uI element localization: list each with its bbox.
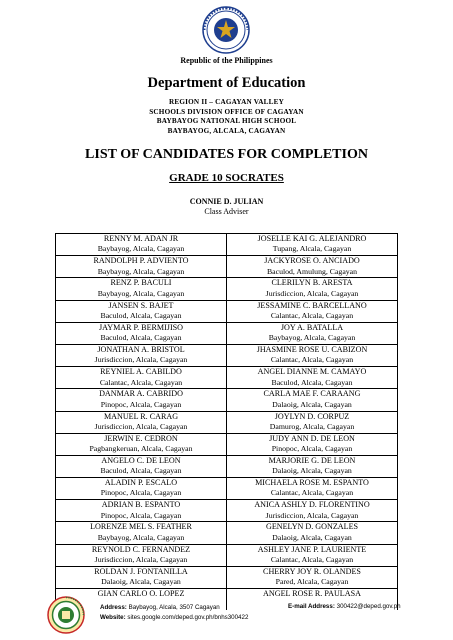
candidate-address: Calantac, Alcala, Cagayan bbox=[99, 377, 183, 387]
candidate-address: Pinopoc, Alcala, Cagayan bbox=[100, 399, 182, 409]
candidate-address: Pagbangkeruan, Alcala, Cagayan bbox=[89, 444, 193, 454]
candidate-name: ALADIN P. ESCALO bbox=[104, 478, 178, 488]
candidate-name: JOY A. BATALLA bbox=[280, 322, 344, 332]
candidate-row bbox=[56, 478, 398, 500]
candidate-name: ANGEL ROSE R. PAULASA bbox=[263, 589, 361, 598]
candidate-cell bbox=[227, 234, 398, 256]
candidate-address: Calantac, Alcala, Cagayan bbox=[270, 310, 354, 320]
candidate-cell bbox=[56, 344, 227, 366]
candidate-address: Baculod, Alcala, Cagayan bbox=[100, 466, 182, 476]
candidate-name: CLERILYN B. ARESTA bbox=[271, 278, 353, 288]
candidate-address: Damurog, Alcala, Cagayan bbox=[269, 421, 355, 431]
grade-section-heading bbox=[0, 172, 453, 184]
candidate-row bbox=[56, 344, 398, 366]
region-line: REGION II – CAGAYAN VALLEY bbox=[168, 98, 285, 106]
candidate-row bbox=[56, 433, 398, 455]
candidate-cell bbox=[56, 389, 227, 411]
candidate-address: Dalaoig, Alcala, Cagayan bbox=[272, 399, 352, 409]
candidate-cell bbox=[227, 566, 398, 588]
footer-email[interactable]: 300422@deped.gov.ph bbox=[336, 603, 401, 610]
candidate-name: RANDOLPH P. ADVIENTO bbox=[93, 256, 189, 266]
candidate-address: Baculod, Amulung, Cagayan bbox=[266, 266, 358, 276]
grade-section-label: GRADE 10 SOCRATES bbox=[169, 172, 284, 184]
candidate-name: ANICA ASHLY D. FLORENTINO bbox=[254, 500, 370, 510]
footer-website-row bbox=[100, 613, 248, 623]
candidate-cell bbox=[56, 278, 227, 300]
candidate-address: Baybayog, Alcala, Cagayan bbox=[268, 333, 356, 343]
candidate-address: Calantac, Alcala, Cagayan bbox=[270, 355, 354, 365]
candidate-row bbox=[56, 522, 398, 544]
candidate-name: JOSELLE KAI G. ALEJANDRO bbox=[257, 234, 367, 243]
candidate-name: JHASMINE ROSE U. CABIZON bbox=[256, 344, 368, 354]
location-line: BAYBAYOG, ALCALA, CAGAYAN bbox=[167, 126, 286, 135]
candidate-row bbox=[56, 544, 398, 566]
candidates-table-body bbox=[56, 234, 398, 611]
candidate-row bbox=[56, 322, 398, 344]
candidate-address: Baculod, Alcala, Cagayan bbox=[100, 310, 182, 320]
candidate-cell bbox=[56, 234, 227, 256]
candidate-name: JERWIN E. CEDRON bbox=[104, 433, 178, 443]
candidate-name: MICHAELA ROSE M. ESPANTO bbox=[255, 478, 369, 488]
candidate-row bbox=[56, 455, 398, 477]
candidate-cell bbox=[227, 522, 398, 544]
candidate-address: Baybayog, Alcala, Cagayan bbox=[97, 288, 185, 298]
candidate-cell bbox=[227, 500, 398, 522]
candidate-name: MANUEL R. CARAG bbox=[103, 411, 179, 421]
candidate-cell bbox=[56, 455, 227, 477]
footer-address-row bbox=[100, 603, 248, 613]
deped-seal-icon bbox=[202, 6, 250, 54]
candidate-name: JONATHAN A. BRISTOL bbox=[97, 344, 185, 354]
candidate-name: CHERRY JOY R. OLANDES bbox=[263, 566, 361, 576]
candidate-row bbox=[56, 278, 398, 300]
candidate-cell bbox=[227, 300, 398, 322]
candidate-address: Baybayog, Alcala, Cagayan bbox=[97, 266, 185, 276]
candidate-cell bbox=[56, 433, 227, 455]
candidate-cell bbox=[227, 344, 398, 366]
candidate-address: Tupang, Alcala, Cagayan bbox=[272, 244, 352, 254]
region-block bbox=[0, 98, 453, 136]
candidate-cell bbox=[56, 522, 227, 544]
candidate-name: ASHLEY JANE P. LAURIENTE bbox=[257, 544, 367, 554]
candidate-cell bbox=[227, 411, 398, 433]
candidate-address: Baculod, Alcala, Cagayan bbox=[271, 377, 353, 387]
footer-address: Baybayog, Alcala, 3507 Cagayan bbox=[128, 604, 220, 611]
candidate-name: CARLA MAE F. CARAANG bbox=[263, 389, 361, 399]
footer-address-label: Address: bbox=[100, 604, 127, 611]
candidate-name: GIAN CARLO O. LOPEZ bbox=[97, 589, 185, 598]
candidate-address: Pinopoc, Alcala, Cagayan bbox=[100, 510, 182, 520]
candidate-address: Jurisdiccion, Alcala, Cagayan bbox=[265, 510, 359, 520]
candidate-name: REYNIEL A. CABILDO bbox=[100, 367, 182, 377]
adviser-role: Class Adviser bbox=[204, 207, 249, 216]
candidate-address: Calantac, Alcala, Cagayan bbox=[270, 555, 354, 565]
department-heading: Department of Education bbox=[147, 75, 306, 91]
candidate-address: Jurisdiccion, Alcala, Cagayan bbox=[94, 355, 188, 365]
candidate-cell bbox=[227, 278, 398, 300]
candidate-address: Pinopoc, Alcala, Cagayan bbox=[271, 444, 353, 454]
candidate-address: Calantac, Alcala, Cagayan bbox=[270, 488, 354, 498]
candidate-address: Dalaoig, Alcala, Cagayan bbox=[272, 466, 352, 476]
candidate-name: ANGEL DIANNE M. CAMAYO bbox=[257, 367, 367, 377]
adviser-name: CONNIE D. JULIAN bbox=[189, 197, 264, 206]
candidate-cell bbox=[56, 367, 227, 389]
candidate-name: ANGELO C. DE LEON bbox=[101, 455, 181, 465]
candidate-name: RENNY M. ADAN JR bbox=[103, 234, 179, 243]
candidate-address: Baybayog, Alcala, Cagayan bbox=[97, 532, 185, 542]
footer-website[interactable]: sites.google.com/deped.gov.ph/bnhs300422 bbox=[127, 614, 249, 621]
candidate-cell bbox=[56, 566, 227, 588]
candidate-address: Pinopoc, Alcala, Cagayan bbox=[100, 488, 182, 498]
candidate-row bbox=[56, 566, 398, 588]
candidate-address: Dalaoig, Alcala, Cagayan bbox=[101, 577, 181, 587]
candidate-name: JOYLYN D. CORPUZ bbox=[274, 411, 350, 421]
candidate-address: Dalaoig, Alcala, Cagayan bbox=[272, 532, 352, 542]
candidate-name: MARJORIE G. DE LEON bbox=[268, 455, 356, 465]
candidate-cell bbox=[56, 411, 227, 433]
candidate-row bbox=[56, 389, 398, 411]
candidate-row bbox=[56, 300, 398, 322]
candidate-name: JUDY ANN D. DE LEON bbox=[269, 433, 355, 443]
candidate-cell bbox=[56, 322, 227, 344]
candidate-cell bbox=[56, 300, 227, 322]
candidate-name: ADRIAN B. ESPANTO bbox=[101, 500, 181, 510]
footer-contact bbox=[100, 603, 248, 623]
document-title: LIST OF CANDIDATES FOR COMPLETION bbox=[85, 147, 368, 162]
candidate-name: LORENZE MEL S. FEATHER bbox=[90, 522, 192, 532]
candidate-row bbox=[56, 500, 398, 522]
candidate-name: DANMAR A. CABRIDO bbox=[99, 389, 183, 399]
candidate-cell bbox=[227, 322, 398, 344]
candidate-address: Baculod, Alcala, Cagayan bbox=[100, 333, 182, 343]
candidate-cell bbox=[56, 500, 227, 522]
candidate-name: JESSAMINE C. BARCELLANO bbox=[257, 300, 367, 310]
candidate-row bbox=[56, 411, 398, 433]
candidates-table bbox=[55, 233, 398, 610]
candidate-address: Jurisdiccion, Alcala, Cagayan bbox=[94, 421, 188, 431]
candidate-cell bbox=[227, 433, 398, 455]
candidate-name: JAYMAR P. BERMIJISO bbox=[98, 322, 184, 332]
candidate-address: Pared, Alcala, Cagayan bbox=[275, 577, 349, 587]
school-line: BAYBAYOG NATIONAL HIGH SCHOOL bbox=[156, 117, 297, 125]
candidate-row bbox=[56, 367, 398, 389]
footer-website-label: Website: bbox=[100, 614, 126, 621]
candidate-name: GENELYN D. GONZALES bbox=[265, 522, 359, 532]
candidate-name: JANSEN S. BAJET bbox=[108, 300, 174, 310]
candidate-row bbox=[56, 234, 398, 256]
republic-heading: Republic of the Philippines bbox=[180, 56, 273, 65]
footer-email-label: E-mail Address: bbox=[288, 603, 335, 610]
candidate-name: JACKYROSE O. ANCIADO bbox=[264, 256, 360, 266]
footer-email-row bbox=[288, 603, 401, 610]
candidate-name: REYNOLD C. FERNANDEZ bbox=[91, 544, 191, 554]
candidate-cell bbox=[227, 367, 398, 389]
candidate-cell bbox=[56, 478, 227, 500]
candidate-cell bbox=[56, 544, 227, 566]
candidate-cell bbox=[227, 455, 398, 477]
school-logo-icon bbox=[47, 596, 85, 634]
candidate-cell bbox=[227, 256, 398, 278]
division-line: SCHOOLS DIVISION OFFICE OF CAGAYAN bbox=[149, 107, 304, 116]
candidate-address: Jurisdiccion, Alcala, Cagayan bbox=[94, 555, 188, 565]
candidate-cell bbox=[227, 478, 398, 500]
candidate-address: Jurisdiccion, Alcala, Cagayan bbox=[265, 288, 359, 298]
candidate-cell bbox=[56, 256, 227, 278]
candidate-cell bbox=[227, 544, 398, 566]
candidate-cell bbox=[227, 389, 398, 411]
candidate-address: Baybayog, Alcala, Cagayan bbox=[97, 244, 185, 254]
candidate-row bbox=[56, 256, 398, 278]
candidate-name: RENZ P. BACULI bbox=[110, 278, 172, 288]
candidate-name: ROLDAN J. FONTANILLA bbox=[94, 566, 188, 576]
